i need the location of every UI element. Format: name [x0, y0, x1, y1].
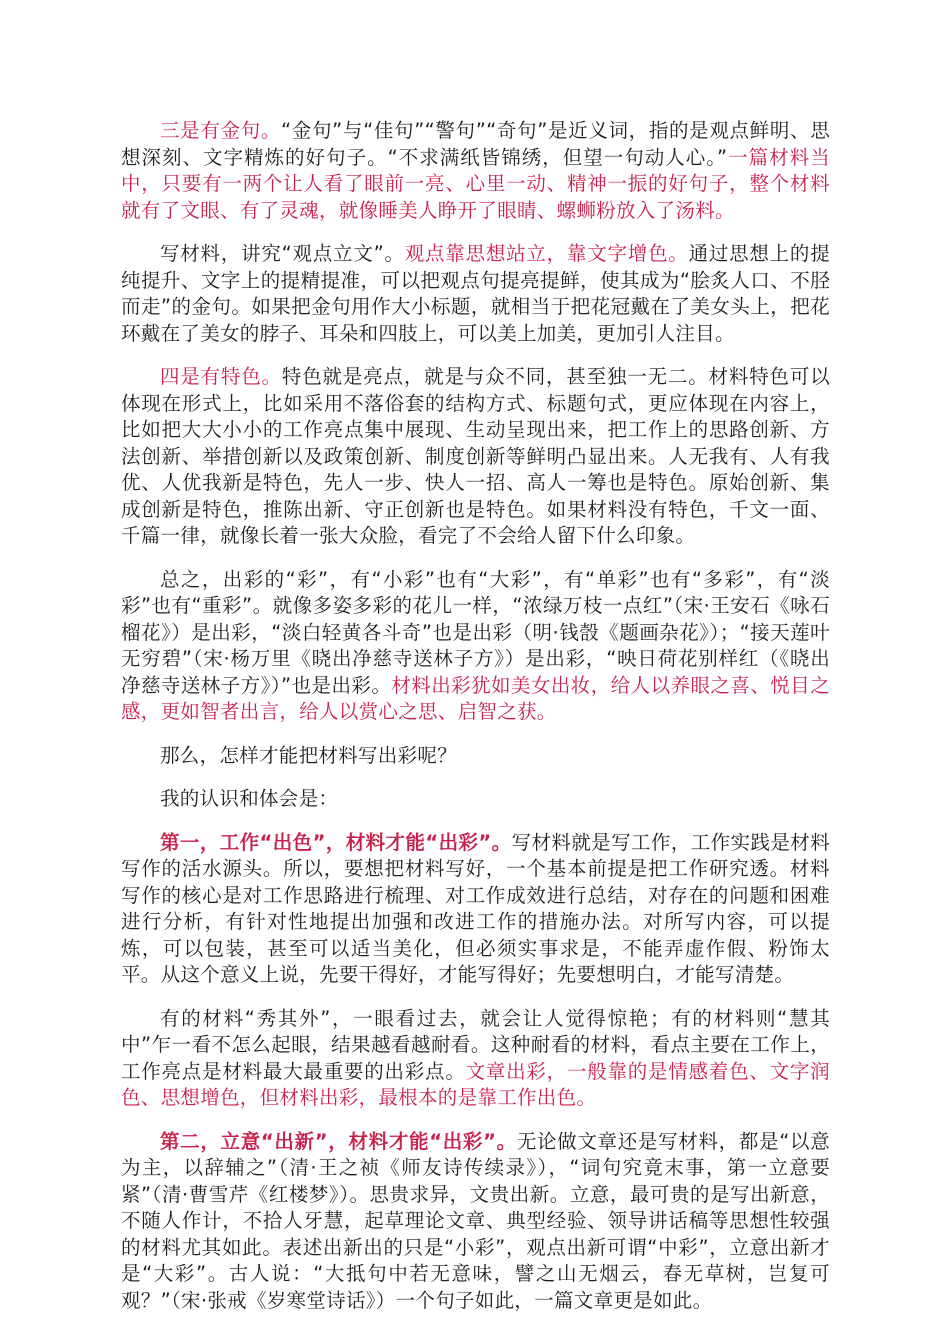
body-text: 有的材料“秀其外”，一眼看过去，就会让人觉得惊艳；有的材料则“慧其中”乍一看不怎么起眼，结果越看越耐看。这种耐看的材料，看点主要在工作上，工作亮点是材料最大最重要的出彩点。 [121, 1006, 830, 1083]
body-text: 写材料就是写工作，工作实践是材料写作的活水源头。所以，要想把材料写好，一个基本前提是把工作研究透。材料写作的核心是对工作思路进行梳理、对工作成效进行总结，对存在的问题和困难进行分析，有针对性地提出加强和改进工作的措施办法。对所写内容，可以提炼，可以包装，甚至可以适当美化，但必须实事求是，不能弄虚作假、粉饰太平。从这个意义上说，先要干得好，才能写得好；先要想明白，才能写清楚。 [121, 830, 830, 986]
highlight-text: 材料出彩犹如美女出妆，给人以养眼之喜、悦目之感，更如智者出言，给人以赏心之思、启智之获。 [121, 673, 830, 723]
paragraph-point-one [121, 830, 830, 989]
body-text: 总之，出彩的“彩”，有“小彩”也有“大彩”，有“单彩”也有“多彩”，有“淡彩”也有“重彩”。就像多姿多彩的花儿一样，“浓绿万枝一点红”（宋·王安石《咏石榴花》）是出彩，“淡白轻黄各斗奇”也是出彩（明·钱嗀《题画杂花》）；“接天莲叶无穷碧”（宋·杨万里《晓出净慈寺送林子方》）是出彩，“映日荷花别样红（《晓出净慈寺送林子方》）”也是出彩。 [121, 567, 830, 697]
paragraph-summary [121, 567, 830, 726]
section-heading-four: 四是有特色。 [160, 365, 282, 388]
body-text: 写材料，讲究“观点立文”。 [160, 242, 405, 265]
body-text: 无论做文章还是写材料，都是“以意为主，以辞辅之”（清·王之祯《师友诗传续录》），“词句究竟末事，第一立意要紧”（清·曹雪芹《红楼梦》）。思贵求异，文贵出新。立意，最可贵的是写出新意，不随人作计，不拾人牙慧，起草理论文章、典型经验、领导讲话稿等思想性较强的材料尤其如此。表述出新出的只是“小彩”，观点出新可谓“中彩”，立意出新才是“大彩”。古人说：“大抵句中若无意味，譬之山无烟云，春无草树，岂复可观？”（宋·张戒《岁寒堂诗话》）一个句子如此，一篇文章更是如此。 [121, 1129, 831, 1312]
body-text: 通过思想上的提纯提升、文字上的提精提准，可以把观点句提亮提鲜，使其成为“脍炙人口、不胫而走”的金句。如果把金句用作大小标题，就相当于把花冠戴在了美女头上，把花环戴在了美女的脖子、耳朵和四肢上，可以美上加美，更加引人注目。 [121, 242, 830, 345]
body-text: 我的认识和体会是： [160, 787, 339, 810]
highlight-text: 文章出彩，一般靠的是情感着色、文字润色、思想增色，但材料出彩，最根本的是靠工作出色。 [121, 1059, 830, 1109]
paragraph-appearance [121, 1006, 830, 1112]
body-text: “金句”与“佳句”“警句”“奇句”是近义词，指的是观点鲜明、思想深刻、文字精炼的好句子。“不求满纸皆锦绣，但望一句动人心。” [121, 119, 830, 169]
highlight-text: 观点靠思想站立，靠文字增色。 [404, 242, 689, 265]
paragraph-golden-sentence [121, 118, 830, 224]
paragraph-question [121, 743, 830, 770]
point-two-heading: 第二，立意“出新”，材料才能“出彩”。 [160, 1129, 517, 1153]
paragraph-point-two [121, 1129, 830, 1315]
paragraph-intro [121, 786, 830, 813]
paragraph-feature [121, 364, 830, 550]
point-one-heading: 第一，工作“出色”，材料才能“出彩”。 [160, 830, 512, 854]
section-heading-three: 三是有金句。 [160, 119, 282, 142]
body-text: 特色就是亮点，就是与众不同，甚至独一无二。材料特色可以体现在形式上，比如采用不落俗套的结构方式、标题句式，更应体现在内容上，比如把大大小小的工作亮点集中展现、生动呈现出来，把工作上的思路创新、方法创新、举措创新以及政策创新、制度创新等鲜明凸显出来。人无我有、人有我优、人优我新是特色，先人一步、快人一招、高人一筹也是特色。原始创新、集成创新是特色，推陈出新、守正创新也是特色。如果材料没有特色，千文一面、千篇一律，就像长着一张大众脸，看完了不会给人留下什么印象。 [121, 365, 830, 547]
highlight-text: 一篇材料当中，只要有一两个让人看了眼前一亮、心里一动、精神一振的好句子，整个材料就有了文眼、有了灵魂，就像睡美人睁开了眼睛、螺蛳粉放入了汤料。 [121, 145, 830, 222]
paragraph-viewpoint [121, 241, 830, 347]
body-text: 那么，怎样才能把材料写出彩呢？ [160, 743, 458, 767]
